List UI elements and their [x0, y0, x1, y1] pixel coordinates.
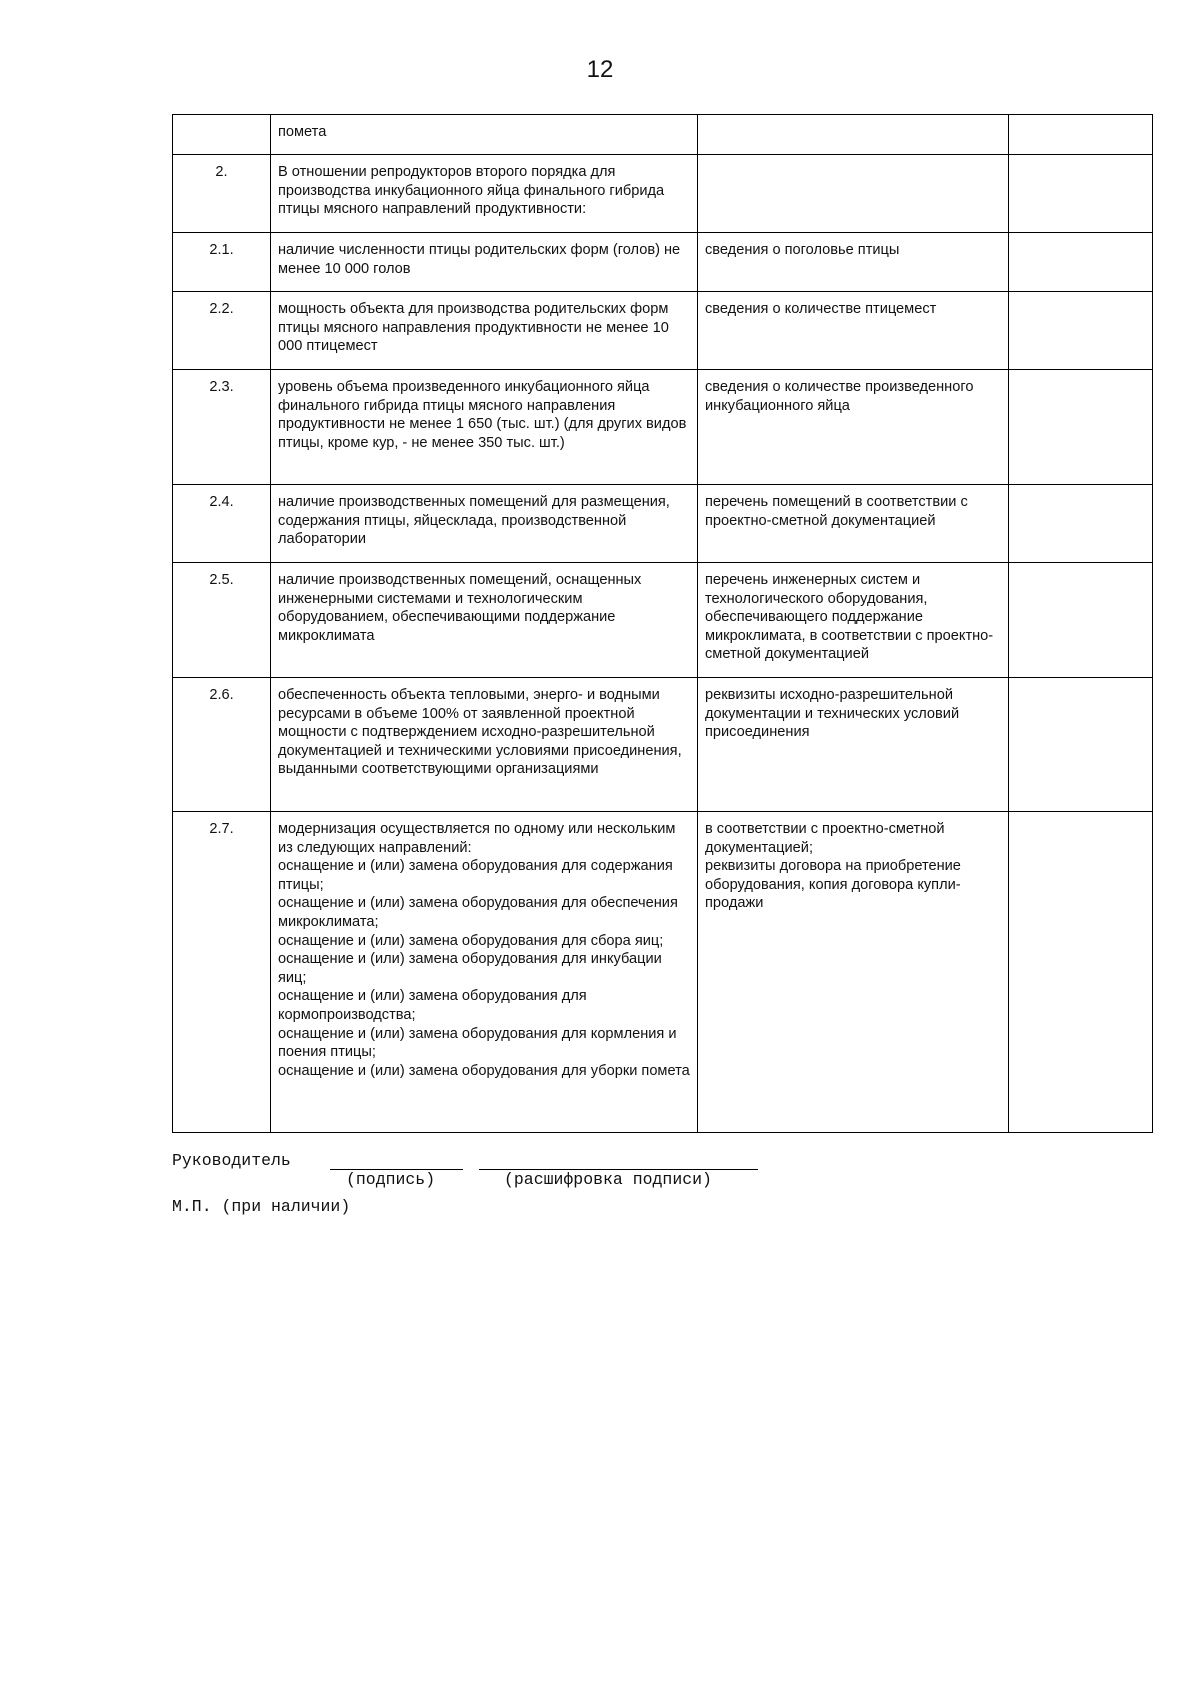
criterion-cell: наличие численности птицы родительских форм (голов) не менее 10 000 голов: [271, 233, 698, 292]
signature-line-row: [172, 1149, 350, 1173]
document-cell: в соответствии с проектно-сметной документацией; реквизиты договора на приобретение оборудования, копия договора купли-продажи: [698, 812, 1009, 1133]
document-cell: [698, 115, 1009, 155]
note-cell: [1009, 370, 1153, 485]
row-number: 2.6.: [173, 678, 271, 812]
note-cell: [1009, 812, 1153, 1133]
row-number: 2.3.: [173, 370, 271, 485]
criterion-cell: наличие производственных помещений, оснащенных инженерными системами и технологическим оборудованием, обеспечивающими поддержание микроклимата: [271, 563, 698, 678]
row-number: 2.2.: [173, 292, 271, 370]
table-row: [173, 233, 1153, 292]
table-row: [173, 485, 1153, 563]
table-row: [173, 678, 1153, 812]
row-number: 2.7.: [173, 812, 271, 1133]
table-row: [173, 370, 1153, 485]
criterion-cell: обеспеченность объекта тепловыми, энерго- и водными ресурсами в объеме 100% от заявленной проектной мощности с подтверждением исходно-разрешительной документацией и техническими условиями присоединения, выданными соответствующими организациями: [271, 678, 698, 812]
note-cell: [1009, 292, 1153, 370]
table-row: [173, 155, 1153, 233]
table-row: [173, 292, 1153, 370]
head-label: Руководитель: [172, 1151, 291, 1170]
document-cell: перечень инженерных систем и технологического оборудования, обеспечивающего поддержание микроклимата, в соответствии с проектно-сметной документацией: [698, 563, 1009, 678]
document-cell: реквизиты исходно-разрешительной документации и технических условий присоединения: [698, 678, 1009, 812]
note-cell: [1009, 155, 1153, 233]
row-number: [173, 115, 271, 155]
row-number: 2.4.: [173, 485, 271, 563]
document-cell: сведения о поголовье птицы: [698, 233, 1009, 292]
signature-captions: [172, 1170, 712, 1195]
note-cell: [1009, 485, 1153, 563]
row-number: 2.: [173, 155, 271, 233]
criteria-table: [172, 114, 1153, 1133]
document-cell: сведения о количестве произведенного инкубационного яйца: [698, 370, 1009, 485]
page-number: 12: [586, 56, 614, 83]
row-number: 2.5.: [173, 563, 271, 678]
transcript-caption: (расшифровка подписи): [504, 1170, 712, 1189]
note-cell: [1009, 678, 1153, 812]
criterion-cell: мощность объекта для производства родительских форм птицы мясного направления продуктивности не менее 10 000 птицемест: [271, 292, 698, 370]
signature-caption: (подпись): [346, 1170, 436, 1189]
document-cell: перечень помещений в соответствии с проектно-сметной документацией: [698, 485, 1009, 563]
document-cell: [698, 155, 1009, 233]
table-row: [173, 563, 1153, 678]
table-row: [173, 812, 1153, 1133]
note-cell: [1009, 115, 1153, 155]
stamp-note: М.П. (при наличии): [172, 1197, 351, 1216]
table-row: [173, 115, 1153, 155]
document-cell: сведения о количестве птицемест: [698, 292, 1009, 370]
note-cell: [1009, 563, 1153, 678]
row-number: 2.1.: [173, 233, 271, 292]
note-cell: [1009, 233, 1153, 292]
criterion-cell: В отношении репродукторов второго порядка для производства инкубационного яйца финального гибрида птицы мясного направлений продуктивности:: [271, 155, 698, 233]
criterion-cell: помета: [271, 115, 698, 155]
criteria-table-body: [173, 115, 1153, 1133]
signature-block: [172, 1149, 712, 1219]
criterion-cell: наличие производственных помещений для размещения, содержания птицы, яйцесклада, производственной лаборатории: [271, 485, 698, 563]
criterion-cell: уровень объема произведенного инкубационного яйца финального гибрида птицы мясного направления продуктивности не менее 1 650 (тыс. шт.) (для других видов птицы, кроме кур, - не менее 350 тыс. шт.): [271, 370, 698, 485]
criterion-cell: модернизация осуществляется по одному или нескольким из следующих направлений: оснащение и (или) замена оборудования для содержания птицы; оснащение и (или) замена оборудования для обеспечения микроклимата; оснащение и (или) замена оборудования для сбора яиц; оснащение и (или) замена оборудования для инкубации яиц; оснащение и (или) замена оборудования для кормопроизводства; оснащение и (или) замена оборудования для кормления и поения птицы; оснащение и (или) замена оборудования для уборки помета: [271, 812, 698, 1133]
